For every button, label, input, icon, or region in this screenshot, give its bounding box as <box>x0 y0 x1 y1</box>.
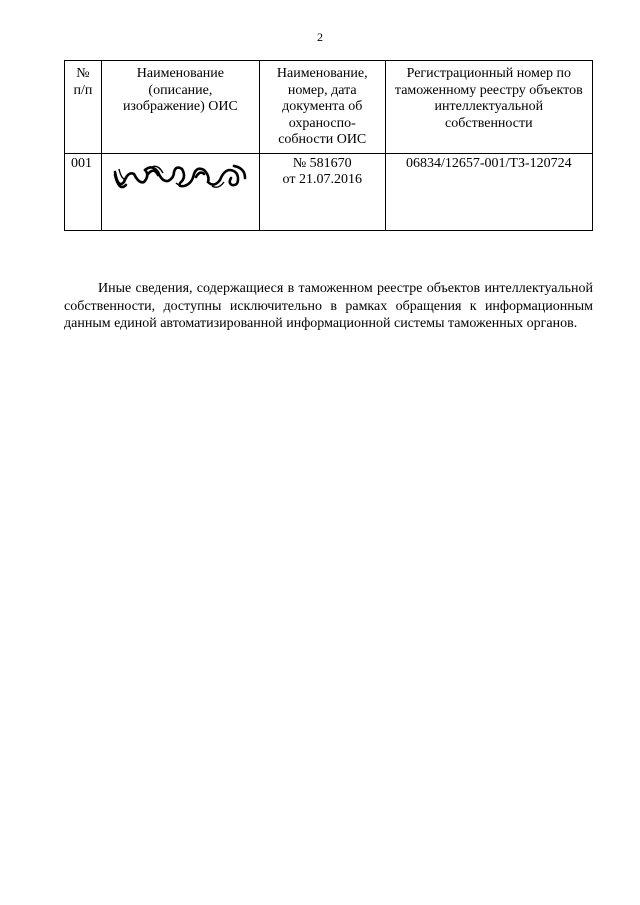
header-registration-number: Регистрационный номер по таможенному реестру объектов интеллектуальной собственности <box>385 61 592 154</box>
header-number-symbol: № <box>76 66 90 81</box>
header-number <box>65 61 102 154</box>
row-registration-number: 06834/12657-001/ТЗ-120724 <box>385 153 592 230</box>
wave-pattern-trademark-icon <box>112 162 248 192</box>
row-document <box>259 153 385 230</box>
header-number-abbr: п/п <box>73 82 93 98</box>
row-ois-image <box>101 153 259 230</box>
info-paragraph: Иные сведения, содержащиеся в таможенном реестре объектов интеллектуальной собственности, доступны исключительно в рамках обращения к информационным данным единой автоматизированной информационной системы таможенных органов. <box>64 281 593 331</box>
ois-registry-table <box>64 60 593 231</box>
header-document: Наименование, номер, дата документа об охраноспо-собности ОИС <box>259 61 385 154</box>
row-document-number: № 581670 <box>292 155 352 171</box>
page-number: 2 <box>317 30 323 44</box>
header-ois-name: Наименование (описание, изображение) ОИС <box>101 61 259 154</box>
row-document-date: от 21.07.2016 <box>282 172 362 187</box>
table-header-row <box>65 61 593 154</box>
table-row <box>65 153 593 230</box>
row-number: 001 <box>65 153 102 230</box>
